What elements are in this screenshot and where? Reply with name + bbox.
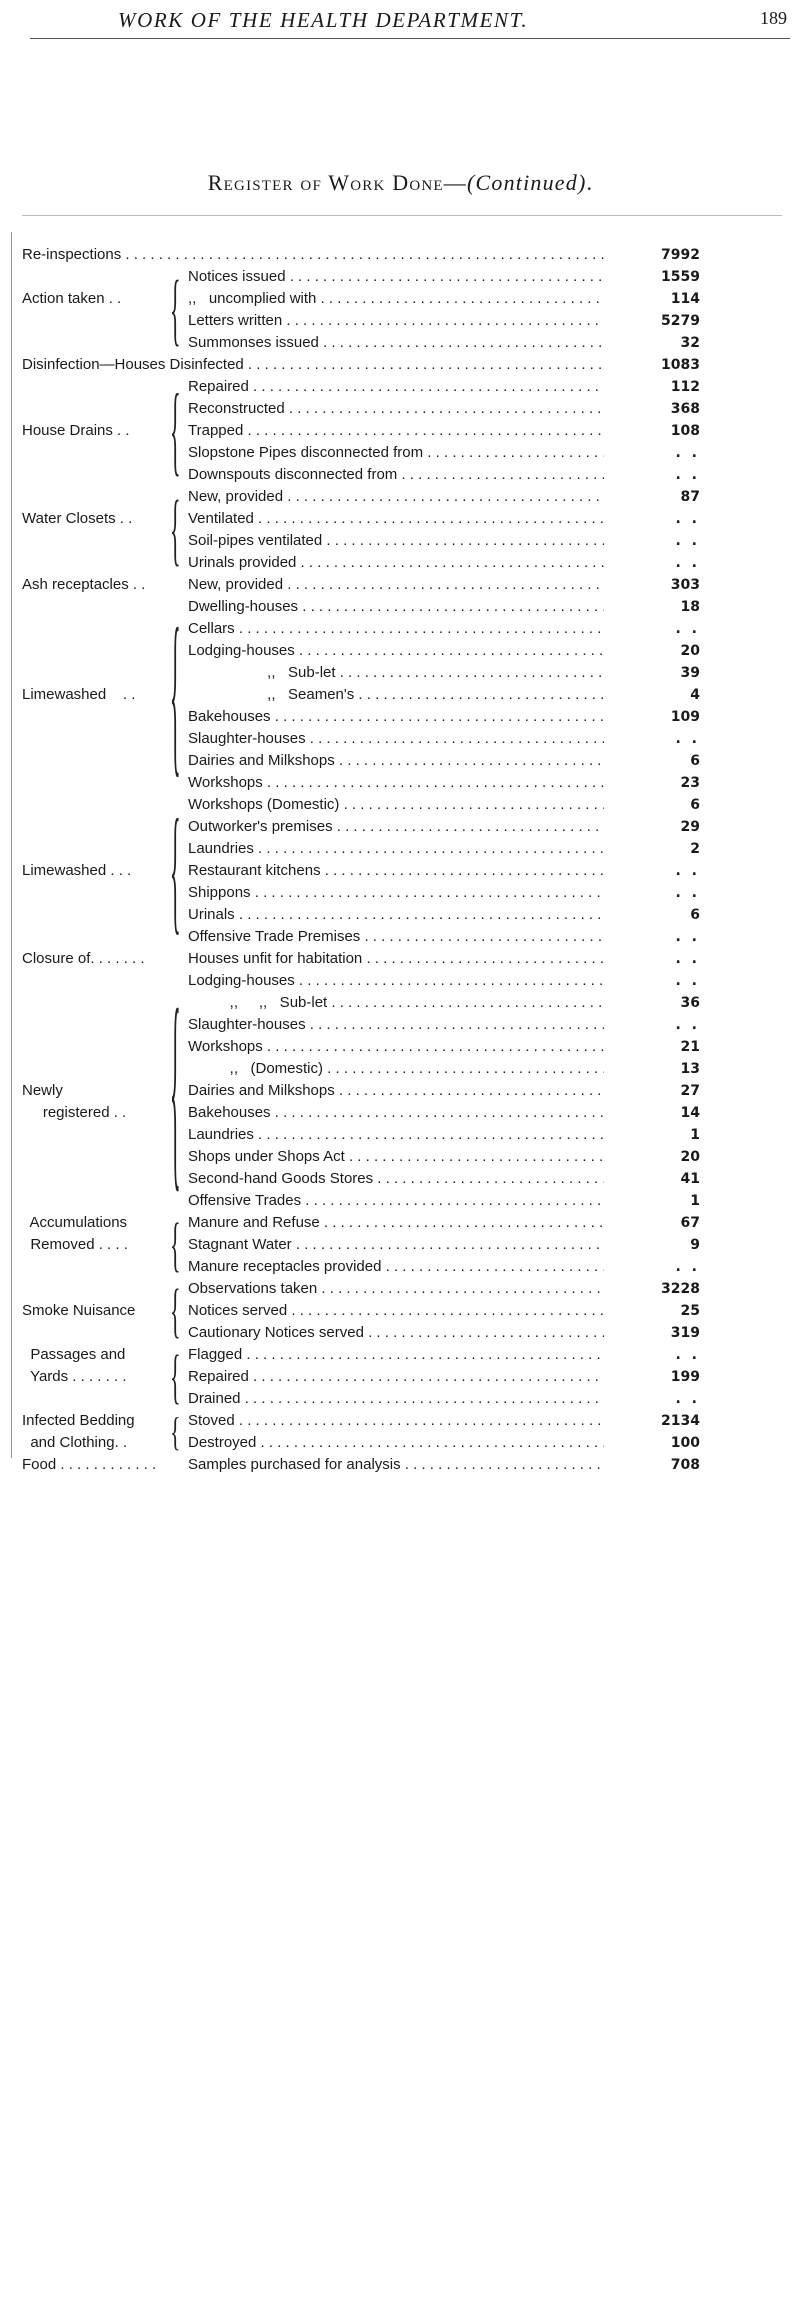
row-heading: Closure of. . . . . . .	[22, 950, 145, 967]
row-entry: Laundries . . .	[188, 838, 604, 860]
row-heading: Newly	[22, 1082, 63, 1099]
row-entry: Notices served . . .	[188, 1300, 604, 1322]
row-heading: Limewashed . .	[22, 686, 136, 703]
row-heading: Accumulations	[22, 1214, 128, 1231]
table-row	[0, 772, 801, 794]
row-value: 39	[680, 665, 700, 681]
row-value: 18	[680, 599, 700, 615]
title-period: .	[586, 170, 594, 195]
row-value: 1	[690, 1193, 700, 1209]
row-entry: Outworker's premises . . .	[188, 816, 604, 838]
row-value: . .	[675, 863, 700, 879]
row-value: 41	[680, 1171, 700, 1187]
table-row	[0, 552, 801, 574]
table-row	[0, 464, 801, 486]
table-row	[0, 882, 801, 904]
row-value: 21	[680, 1039, 700, 1055]
page-number: 189	[760, 8, 787, 28]
table-row	[0, 706, 801, 728]
row-entry: Dairies and Milkshops . . .	[188, 1080, 604, 1102]
row-heading: Smoke Nuisance	[22, 1302, 136, 1319]
table-row	[0, 1102, 801, 1124]
running-title: WORK OF THE HEALTH DEPARTMENT.	[118, 8, 529, 32]
row-entry: Trapped . . .	[188, 420, 604, 442]
table-row	[0, 1388, 801, 1410]
row-entry: Slaughter-houses . . .	[188, 1014, 604, 1036]
table-row	[0, 1014, 801, 1036]
row-value: 1083	[661, 357, 700, 373]
row-value: . .	[675, 929, 700, 945]
row-entry: Reconstructed . . .	[188, 398, 604, 420]
table-row	[0, 266, 801, 288]
row-entry: Samples purchased for analysis . . .	[188, 1454, 604, 1476]
row-entry: Destroyed . . .	[188, 1432, 604, 1454]
row-value: 708	[670, 1457, 700, 1473]
row-value: 25	[680, 1303, 700, 1319]
brace-action-taken: {	[170, 262, 181, 355]
row-heading: registered . .	[22, 1104, 127, 1121]
table-row	[0, 838, 801, 860]
row-entry: ,, uncomplied with . . .	[188, 288, 604, 310]
page-title	[0, 170, 801, 196]
row-entry: Stagnant Water . . .	[188, 1234, 604, 1256]
table-row	[0, 1278, 801, 1300]
table-row	[0, 640, 801, 662]
row-heading: Infected Bedding	[22, 1412, 135, 1429]
row-value: 5279	[661, 313, 700, 329]
table-row	[0, 970, 801, 992]
table-row	[0, 486, 801, 508]
row-entry: Offensive Trades . . .	[188, 1190, 604, 1212]
row-entry: Workshops . . .	[188, 1036, 604, 1058]
row-value: 4	[690, 687, 700, 703]
row-entry: Lodging-houses . . .	[188, 640, 604, 662]
row-value: 6	[690, 753, 700, 769]
table-row	[0, 618, 801, 640]
table-row	[0, 332, 801, 354]
title-continued: (Continued)	[466, 170, 587, 195]
row-value: 1	[690, 1127, 700, 1143]
row-entry: Stoved . . .	[188, 1410, 604, 1432]
row-value: 67	[680, 1215, 700, 1231]
title-rule	[22, 215, 782, 216]
table-row	[0, 376, 801, 398]
row-value: . .	[675, 467, 700, 483]
title-main: Register of Work Done	[207, 170, 444, 195]
table-row	[0, 728, 801, 750]
row-heading: and Clothing. .	[22, 1434, 128, 1451]
row-entry: Observations taken . . .	[188, 1278, 604, 1300]
row-value: . .	[675, 555, 700, 571]
table-row	[0, 244, 801, 266]
brace-infected-bedding: {	[170, 1408, 181, 1454]
brace-passages: {	[170, 1341, 181, 1410]
row-entry: Shops under Shops Act . . .	[188, 1146, 604, 1168]
row-value: . .	[675, 1017, 700, 1033]
row-value: 20	[680, 643, 700, 659]
row-entry: Offensive Trade Premises . . .	[188, 926, 604, 948]
row-value: 32	[680, 335, 700, 351]
table-row	[0, 662, 801, 684]
row-value: 14	[680, 1105, 700, 1121]
table-row	[0, 684, 801, 706]
row-entry: Lodging-houses . . .	[188, 970, 604, 992]
row-entry: Restaurant kitchens . . .	[188, 860, 604, 882]
row-value: . .	[675, 621, 700, 637]
table-row	[0, 1454, 801, 1476]
row-entry: Re-inspections . . .	[22, 244, 604, 266]
row-value: 27	[680, 1083, 700, 1099]
brace-water-closets: {	[170, 482, 181, 575]
table-row	[0, 420, 801, 442]
row-value: 36	[680, 995, 700, 1011]
row-heading: Food . . . . . . . . . . . .	[22, 1456, 157, 1473]
row-entry: Letters written . . .	[188, 310, 604, 332]
row-value: 108	[670, 423, 700, 439]
row-entry: Laundries . . .	[188, 1124, 604, 1146]
row-entry: ,, (Domestic) . . .	[188, 1058, 604, 1080]
brace-limewashed: {	[170, 587, 181, 794]
table-row	[0, 1036, 801, 1058]
row-entry: Workshops . . .	[188, 772, 604, 794]
table-row	[0, 1300, 801, 1322]
row-value: . .	[675, 1259, 700, 1275]
row-entry: Second-hand Goods Stores . . .	[188, 1168, 604, 1190]
row-heading: Passages and	[22, 1346, 126, 1363]
table-row	[0, 1410, 801, 1432]
running-header	[30, 8, 790, 42]
row-entry: Houses unfit for habitation . . .	[188, 948, 604, 970]
row-entry: Dairies and Milkshops . . .	[188, 750, 604, 772]
row-value: 114	[670, 291, 700, 307]
row-entry: Ventilated . . .	[188, 508, 604, 530]
brace-smoke-nuisance: {	[170, 1275, 181, 1344]
row-entry: Workshops (Domestic) . . .	[188, 794, 604, 816]
row-value: 199	[670, 1369, 700, 1385]
row-entry: Bakehouses . . .	[188, 706, 604, 728]
row-entry: Manure and Refuse . . .	[188, 1212, 604, 1234]
table-row	[0, 1344, 801, 1366]
row-heading: Limewashed . . .	[22, 862, 132, 879]
row-value: 6	[690, 907, 700, 923]
row-entry: Drained . . .	[188, 1388, 604, 1410]
row-entry: ,, Sub-let . . .	[188, 662, 604, 684]
row-value: 23	[680, 775, 700, 791]
row-value: . .	[675, 511, 700, 527]
row-entry: Flagged . . .	[188, 1344, 604, 1366]
row-value: . .	[675, 445, 700, 461]
table-row	[0, 1212, 801, 1234]
row-entry: Manure receptacles provided . . .	[188, 1256, 604, 1278]
table-row	[0, 1234, 801, 1256]
row-entry: Cellars . . .	[188, 618, 604, 640]
table-row	[0, 1080, 801, 1102]
row-value: 13	[680, 1061, 700, 1077]
table-row	[0, 530, 801, 552]
brace-house-drains: {	[170, 371, 181, 486]
row-entry: Repaired . . .	[188, 1366, 604, 1388]
row-value: 20	[680, 1149, 700, 1165]
row-entry: Cautionary Notices served . . .	[188, 1322, 604, 1344]
row-entry: Downspouts disconnected from . . .	[188, 464, 604, 486]
table-row	[0, 1168, 801, 1190]
row-value: 9	[690, 1237, 700, 1253]
row-value: 100	[670, 1435, 700, 1451]
table-row	[0, 750, 801, 772]
title-dash: —	[443, 170, 467, 195]
row-heading: Yards . . . . . . .	[22, 1368, 127, 1385]
row-value: . .	[675, 885, 700, 901]
row-value: 87	[680, 489, 700, 505]
table-row	[0, 926, 801, 948]
table-row	[0, 398, 801, 420]
row-entry: Soil-pipes ventilated . . .	[188, 530, 604, 552]
table-row	[0, 860, 801, 882]
row-heading: Action taken . .	[22, 290, 122, 307]
table-row	[0, 354, 801, 376]
row-value: . .	[675, 1391, 700, 1407]
table-row	[0, 992, 801, 1014]
row-value: . .	[675, 1347, 700, 1363]
row-value: . .	[675, 731, 700, 747]
brace-newly-registered: {	[170, 959, 181, 1212]
row-entry: Urinals . . .	[188, 904, 604, 926]
row-value: 109	[670, 709, 700, 725]
brace-accumulations: {	[170, 1209, 181, 1278]
row-value: 7992	[661, 247, 700, 263]
row-heading: Water Closets . .	[22, 510, 133, 527]
row-value: . .	[675, 951, 700, 967]
row-value: 2	[690, 841, 700, 857]
table-row	[0, 1146, 801, 1168]
table-row	[0, 1322, 801, 1344]
row-value: . .	[675, 973, 700, 989]
row-value: 303	[670, 577, 700, 593]
row-entry: Disinfection—Houses Disinfected . . .	[22, 354, 604, 376]
row-value: 368	[670, 401, 700, 417]
row-value: 3228	[661, 1281, 700, 1297]
table-row	[0, 1256, 801, 1278]
table-row	[0, 794, 801, 816]
table-row	[0, 1058, 801, 1080]
row-entry: New, provided . . .	[188, 574, 604, 596]
row-entry: Slopstone Pipes disconnected from . . .	[188, 442, 604, 464]
row-entry: ,, Seamen's . . .	[188, 684, 604, 706]
table-row	[0, 574, 801, 596]
row-entry: Summonses issued . . .	[188, 332, 604, 354]
row-value: 2134	[661, 1413, 700, 1429]
table-row	[0, 948, 801, 970]
table-row	[0, 310, 801, 332]
row-entry: Repaired . . .	[188, 376, 604, 398]
row-value: 112	[670, 379, 700, 395]
brace-limewashed-2: {	[170, 787, 181, 949]
row-entry: Dwelling-houses . . .	[188, 596, 604, 618]
row-entry: Bakehouses . . .	[188, 1102, 604, 1124]
row-entry: Urinals provided . . .	[188, 552, 604, 574]
row-value: 1559	[661, 269, 700, 285]
table-row	[0, 1432, 801, 1454]
table-row	[0, 816, 801, 838]
table-row	[0, 596, 801, 618]
row-entry: New, provided . . .	[188, 486, 604, 508]
table-row	[0, 1366, 801, 1388]
table-row	[0, 288, 801, 310]
row-value: 29	[680, 819, 700, 835]
row-entry: ,, ,, Sub-let . . .	[188, 992, 604, 1014]
table-row	[0, 1190, 801, 1212]
row-entry: Notices issued . . .	[188, 266, 604, 288]
table-row	[0, 904, 801, 926]
row-value: . .	[675, 533, 700, 549]
table-row	[0, 1124, 801, 1146]
row-heading: Ash receptacles . .	[22, 576, 146, 593]
row-heading: Removed . . . .	[22, 1236, 128, 1253]
row-value: 6	[690, 797, 700, 813]
row-value: 319	[670, 1325, 700, 1341]
table-row	[0, 442, 801, 464]
row-entry: Shippons . . .	[188, 882, 604, 904]
row-heading: House Drains . .	[22, 422, 130, 439]
table-row	[0, 508, 801, 530]
header-rule	[30, 38, 790, 39]
row-entry: Slaughter-houses . . .	[188, 728, 604, 750]
